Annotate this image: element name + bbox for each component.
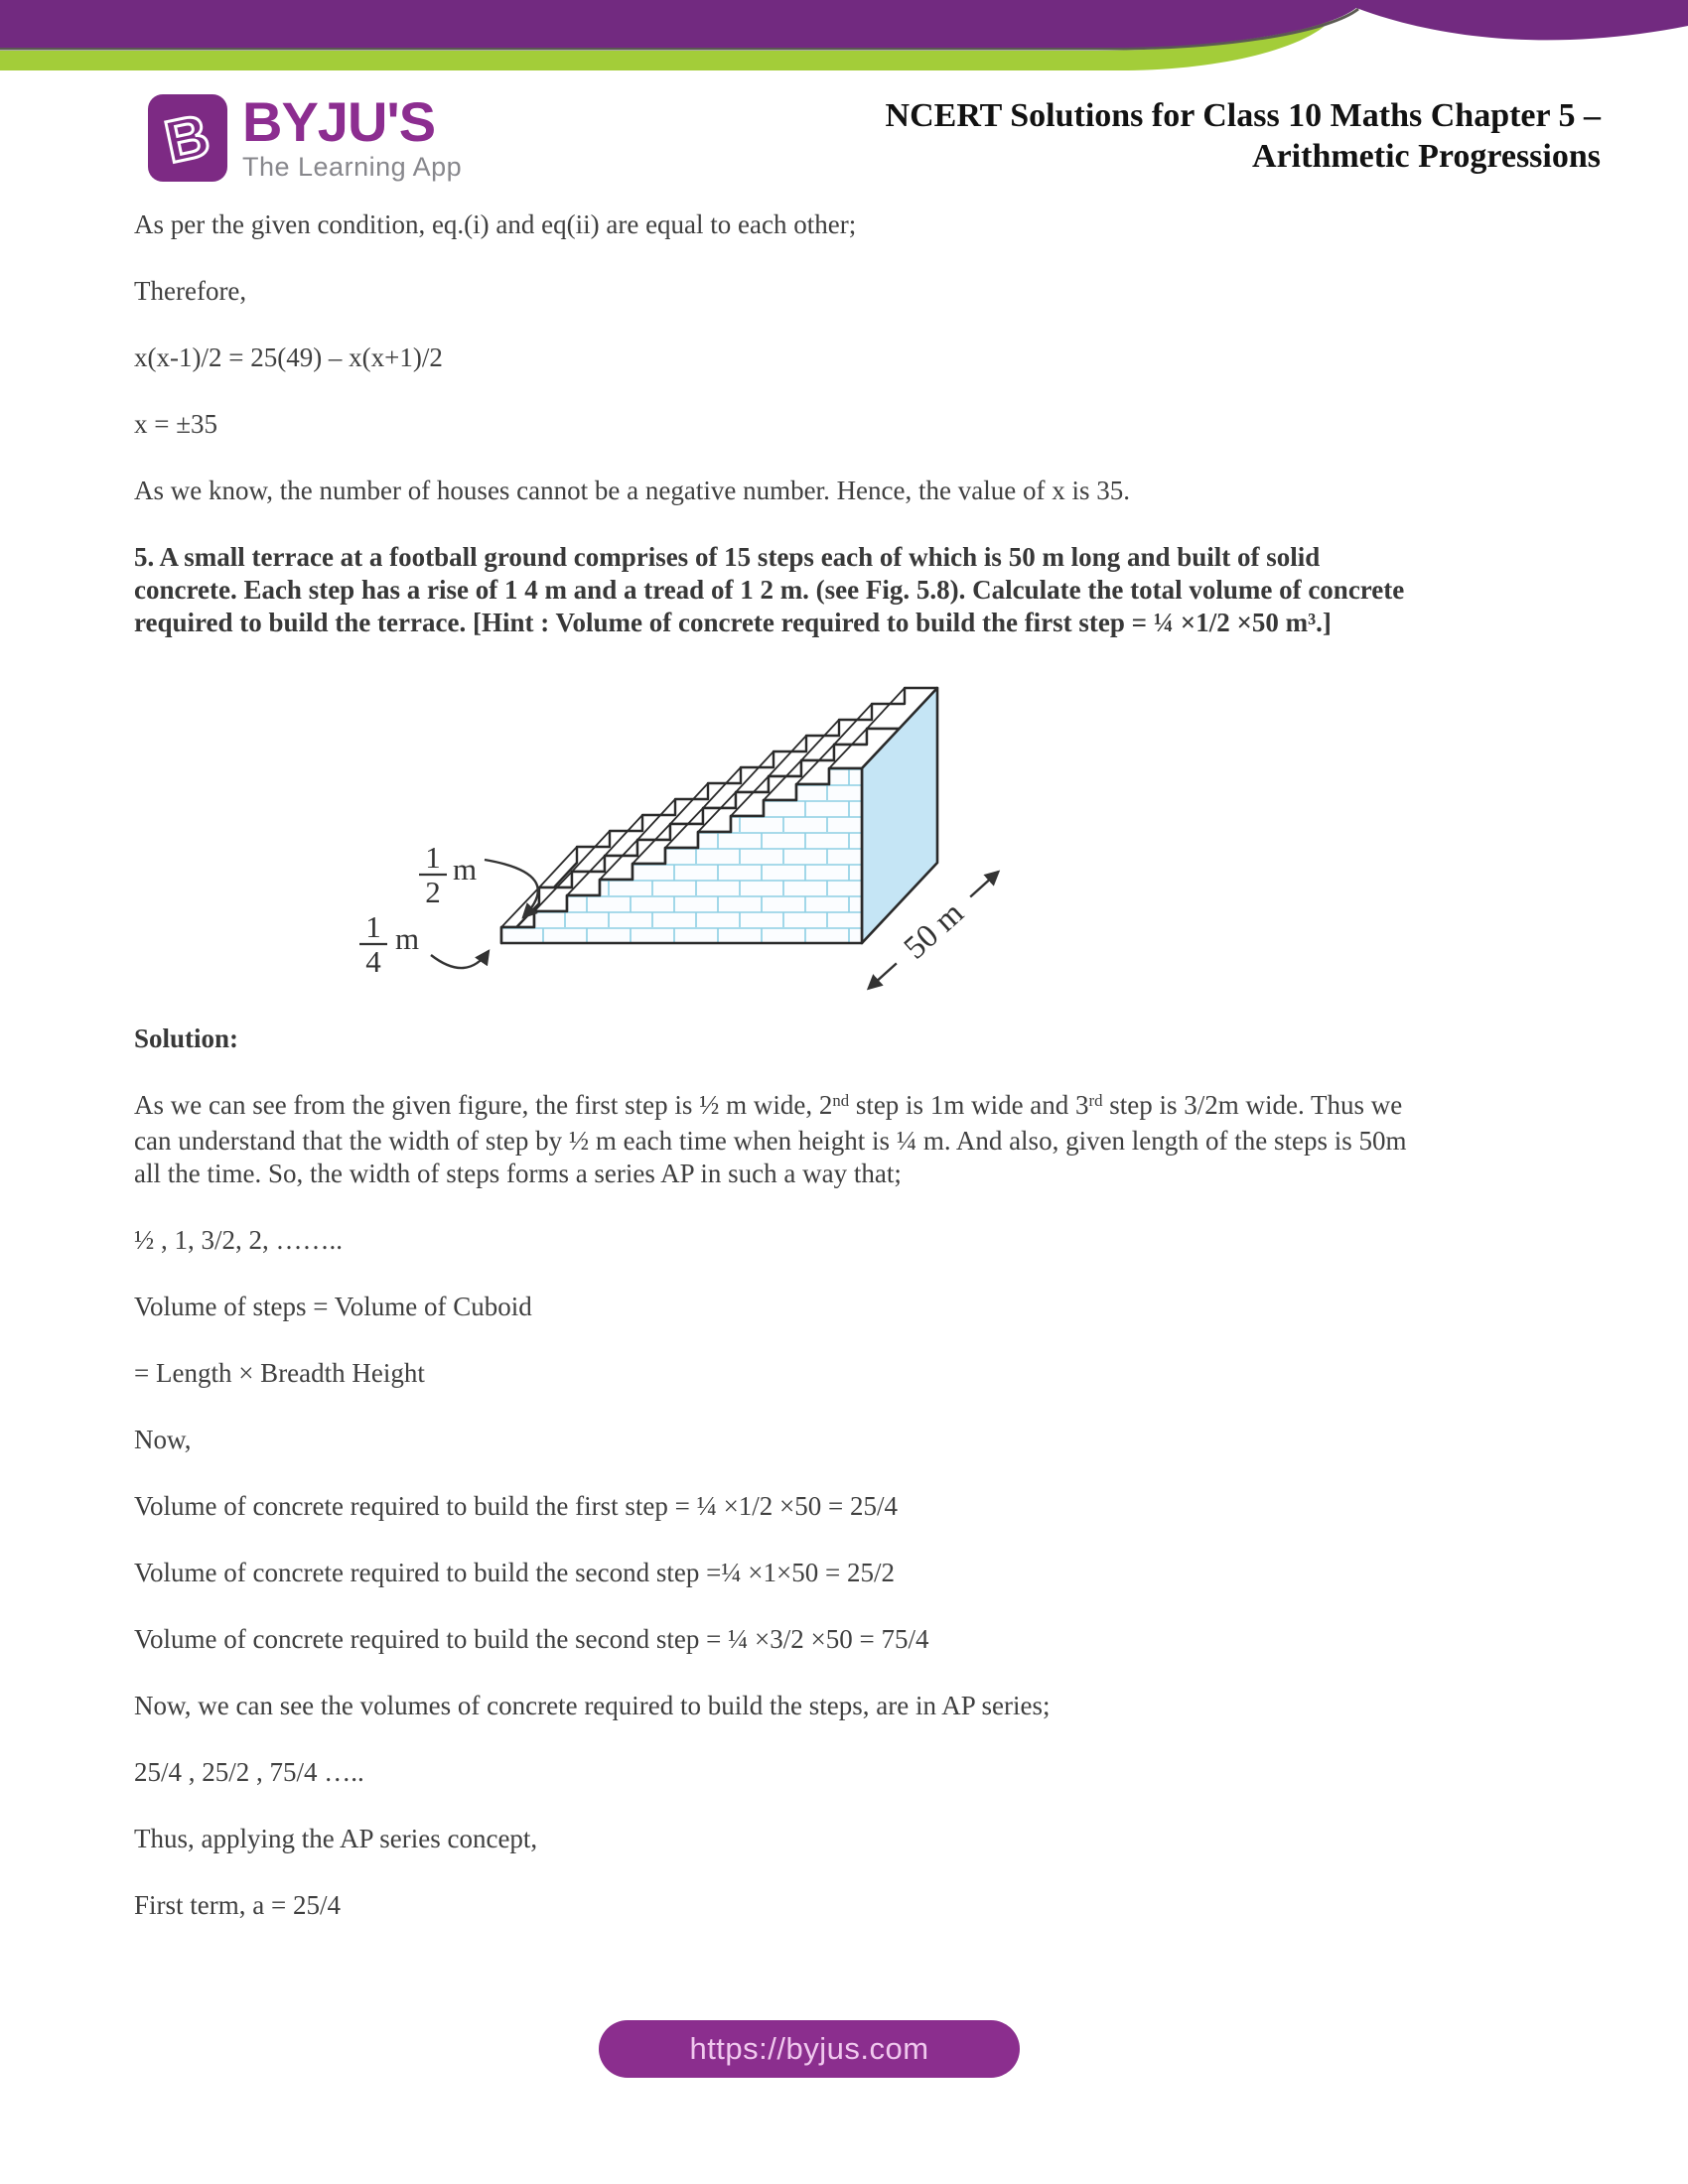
document-body (134, 208, 1599, 1956)
ap-series-widths: ½ , 1, 3/2, 2, …….. (134, 1225, 344, 1255)
solution-sup-nd: nd (832, 1091, 850, 1111)
tread-label (359, 909, 489, 979)
svg-text:50 m: 50 m (897, 894, 971, 967)
equation-x-value: x = ±35 (134, 409, 218, 439)
volume-equality: Volume of steps = Volume of Cuboid (134, 1292, 532, 1321)
ap-series-volumes: 25/4 , 25/2 , 75/4 ….. (134, 1757, 364, 1787)
equation-houses: x(x-1)/2 = 25(49) – x(x+1)/2 (134, 342, 443, 372)
paragraph-now: Now, (134, 1425, 192, 1454)
byjus-logo-icon (147, 93, 228, 183)
svg-text:B: B (159, 101, 215, 176)
figure-5-8 (134, 673, 1599, 991)
solution-heading: Solution: (134, 1024, 239, 1053)
page-title-line2: Arithmetic Progressions (1252, 138, 1601, 175)
svg-text:1: 1 (425, 840, 441, 875)
svg-text:1: 1 (365, 909, 381, 944)
first-term-value: First term, a = 25/4 (134, 1890, 341, 1920)
svg-text:4: 4 (365, 944, 381, 979)
banner-purple-swoosh (0, 0, 1688, 48)
byjus-logo (147, 90, 463, 183)
rise-label (419, 840, 538, 917)
paragraph-x-conclusion: As we know, the number of houses cannot be a negative number. Hence, the value of x is 35. (134, 476, 1130, 505)
ap-concept-note: Thus, applying the AP series concept, (134, 1824, 538, 1853)
logo-tagline: The Learning App (242, 152, 463, 182)
ap-series-note: Now, we can see the volumes of concrete required to build the steps, are in AP series; (134, 1691, 1051, 1720)
rise-arrow (485, 860, 538, 917)
footer-url-pill[interactable] (599, 2020, 1020, 2078)
svg-text:2: 2 (425, 875, 441, 909)
svg-text:m: m (453, 852, 478, 887)
page-title (657, 95, 1601, 177)
solution-paragraph (134, 1089, 1599, 1190)
question-5-text (134, 541, 1599, 639)
svg-text:m: m (395, 921, 420, 956)
logo-brand-text: BYJU'S (242, 90, 436, 153)
top-banner-graphic (0, 0, 1688, 79)
tread-arrow (431, 951, 489, 968)
page-title-line1: NCERT Solutions for Class 10 Maths Chapter 5 – (885, 97, 1601, 134)
terrace-staircase-figure (357, 673, 1033, 991)
volume-second-step: Volume of concrete required to build the second step =¼ ×1×50 = 25/2 (134, 1558, 895, 1587)
solution-line1a: As we can see from the given figure, the first step is ½ m wide, 2 (134, 1090, 833, 1120)
question-line3: required to build the terrace. [Hint : Volume of concrete required to build the first step = ¼ ×1/2 ×50 m³.] (134, 608, 1332, 637)
question-line2: concrete. Each step has a rise of 1 4 m and a tread of 1 2 m. (see Fig. 5.8). Calculate the total volume of concrete (134, 575, 1405, 605)
question-line1: 5. A small terrace at a football ground comprises of 15 steps each of which is 50 m long and built of solid (134, 542, 1321, 572)
footer-url-link[interactable]: https://byjus.com (689, 2031, 929, 2066)
volume-first-step: Volume of concrete required to build the first step = ¼ ×1/2 ×50 = 25/4 (134, 1491, 899, 1521)
paragraph-condition: As per the given condition, eq.(i) and eq(ii) are equal to each other; (134, 209, 857, 239)
terrace-front-face (501, 768, 862, 943)
solution-line1c: step is 3/2m wide. Thus we (1102, 1090, 1403, 1120)
volume-third-step: Volume of concrete required to build the second step = ¼ ×3/2 ×50 = 75/4 (134, 1624, 929, 1654)
volume-formula: = Length × Breadth Height (134, 1358, 425, 1388)
solution-line2: can understand that the width of step by ½ m each time when height is ¼ m. And also, given length of the steps is 50m (134, 1126, 1407, 1156)
solution-line1b: step is 1m wide and 3 (849, 1090, 1089, 1120)
paragraph-therefore: Therefore, (134, 276, 247, 306)
solution-line3: all the time. So, the width of steps forms a series AP in such a way that; (134, 1159, 902, 1188)
solution-sup-rd: rd (1088, 1091, 1103, 1111)
